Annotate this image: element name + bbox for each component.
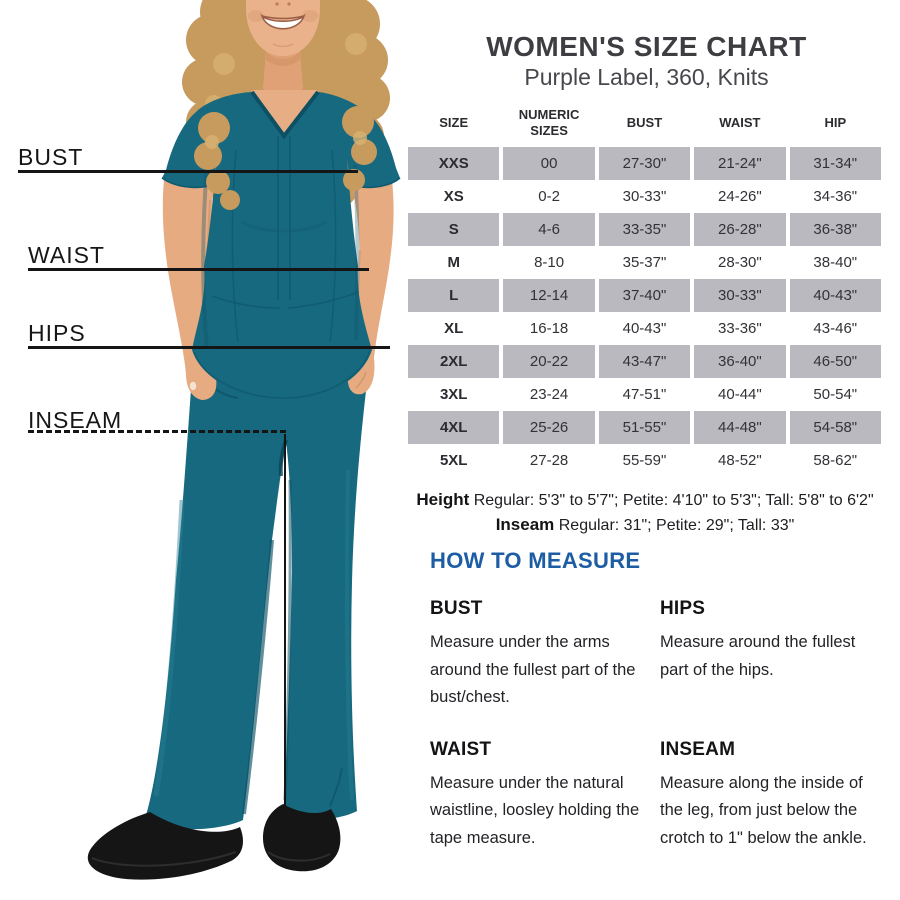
waist-cell: 26-28" xyxy=(694,213,785,246)
bust-label: BUST xyxy=(18,144,84,170)
table-row xyxy=(408,213,881,246)
model-photo xyxy=(0,0,430,900)
bust-cell: 37-40" xyxy=(599,279,690,312)
hip-cell: 40-43" xyxy=(790,279,881,312)
waist-cell: 21-24" xyxy=(694,147,785,180)
waist-cell: 33-36" xyxy=(694,312,785,345)
table-row xyxy=(408,378,881,411)
hips-label: HIPS xyxy=(28,320,86,346)
section-heading: HIPS xyxy=(660,598,706,619)
height-note xyxy=(395,488,895,513)
inseam-vertical-line xyxy=(284,434,286,828)
bust-cell: 51-55" xyxy=(599,411,690,444)
bust-cell: 43-47" xyxy=(599,345,690,378)
table-row xyxy=(408,180,881,213)
page-subtitle: Purple Label, 360, Knits xyxy=(524,64,769,90)
hip-cell: 38-40" xyxy=(790,246,881,279)
how-to-measure-section xyxy=(430,548,888,852)
numeric-cell: 27-28 xyxy=(503,444,594,477)
waist-cell: 28-30" xyxy=(694,246,785,279)
inseam-note xyxy=(395,513,895,538)
bust-cell: 27-30" xyxy=(599,147,690,180)
waist-cell: 24-26" xyxy=(694,180,785,213)
height-note-text: Regular: 5'3" to 5'7"; Petite: 4'10" to 5'3"; Tall: 5'8" to 6'2" xyxy=(473,492,874,509)
size-cell: XS xyxy=(408,180,499,213)
numeric-cell: 25-26 xyxy=(503,411,594,444)
measure-section-inseam xyxy=(660,739,888,853)
hip-cell: 43-46" xyxy=(790,312,881,345)
section-heading: BUST xyxy=(430,598,483,619)
numeric-cell: 12-14 xyxy=(503,279,594,312)
column-header-size: SIZE xyxy=(408,101,499,147)
bust-cell: 30-33" xyxy=(599,180,690,213)
numeric-cell: 8-10 xyxy=(503,246,594,279)
numeric-cell: 00 xyxy=(503,147,594,180)
size-chart-table xyxy=(404,101,885,477)
numeric-cell: 20-22 xyxy=(503,345,594,378)
column-header-hip: HIP xyxy=(790,101,881,147)
size-cell: 4XL xyxy=(408,411,499,444)
size-cell: 5XL xyxy=(408,444,499,477)
section-text: Measure along the inside of the leg, from just below the crotch to 1" below the ankle. xyxy=(660,773,867,847)
how-to-measure-grid xyxy=(430,598,888,852)
height-note-label: Height xyxy=(416,490,470,509)
waist-cell: 36-40" xyxy=(694,345,785,378)
measure-section-waist xyxy=(430,739,660,853)
page-title: WOMEN'S SIZE CHART xyxy=(486,31,807,62)
column-header-waist: WAIST xyxy=(694,101,785,147)
section-text: Measure under the arms around the fullest part of the bust/chest. xyxy=(430,633,636,707)
table-row xyxy=(408,411,881,444)
table-row xyxy=(408,312,881,345)
bust-cell: 33-35" xyxy=(599,213,690,246)
size-cell: M xyxy=(408,246,499,279)
inseam-note-text: Regular: 31"; Petite: 29"; Tall: 33" xyxy=(558,516,795,534)
section-text: Measure around the fullest part of the hips. xyxy=(660,633,856,679)
inseam-label: INSEAM xyxy=(28,407,123,433)
hip-cell: 34-36" xyxy=(790,180,881,213)
fit-notes xyxy=(395,488,895,537)
size-cell: XXS xyxy=(408,147,499,180)
waist-label: WAIST xyxy=(28,242,105,268)
size-table-body xyxy=(408,147,881,477)
waist-cell: 40-44" xyxy=(694,378,785,411)
table-row xyxy=(408,279,881,312)
numeric-cell: 16-18 xyxy=(503,312,594,345)
hip-cell: 31-34" xyxy=(790,147,881,180)
waist-cell: 30-33" xyxy=(694,279,785,312)
bust-cell: 47-51" xyxy=(599,378,690,411)
section-text: Measure under the natural waistline, loosley holding the tape measure. xyxy=(430,773,640,847)
inseam-note-label: Inseam xyxy=(495,514,555,534)
measure-section-bust xyxy=(430,598,660,712)
table-row xyxy=(408,444,881,477)
section-heading: INSEAM xyxy=(660,738,736,760)
bust-cell: 55-59" xyxy=(599,444,690,477)
column-header-numeric-sizes: NUMERIC SIZES xyxy=(503,101,594,147)
size-cell: S xyxy=(408,213,499,246)
hip-cell: 46-50" xyxy=(790,345,881,378)
measure-section-hips xyxy=(660,598,888,712)
size-cell: 3XL xyxy=(408,378,499,411)
numeric-cell: 4-6 xyxy=(503,213,594,246)
hip-cell: 36-38" xyxy=(790,213,881,246)
bust-cell: 40-43" xyxy=(599,312,690,345)
table-row xyxy=(408,345,881,378)
size-table-header xyxy=(408,101,881,147)
waist-cell: 48-52" xyxy=(694,444,785,477)
bust-cell: 35-37" xyxy=(599,246,690,279)
table-row xyxy=(408,246,881,279)
size-cell: XL xyxy=(408,312,499,345)
section-heading: WAIST xyxy=(430,738,492,760)
column-header-bust: BUST xyxy=(599,101,690,147)
table-row xyxy=(408,147,881,180)
waist-cell: 44-48" xyxy=(694,411,785,444)
hip-cell: 58-62" xyxy=(790,444,881,477)
size-cell: L xyxy=(408,279,499,312)
hip-cell: 50-54" xyxy=(790,378,881,411)
hip-cell: 54-58" xyxy=(790,411,881,444)
how-to-measure-title: HOW TO MEASURE xyxy=(430,548,641,573)
numeric-cell: 23-24 xyxy=(503,378,594,411)
size-cell: 2XL xyxy=(408,345,499,378)
numeric-cell: 0-2 xyxy=(503,180,594,213)
scrub-pants-illustration xyxy=(144,348,371,829)
